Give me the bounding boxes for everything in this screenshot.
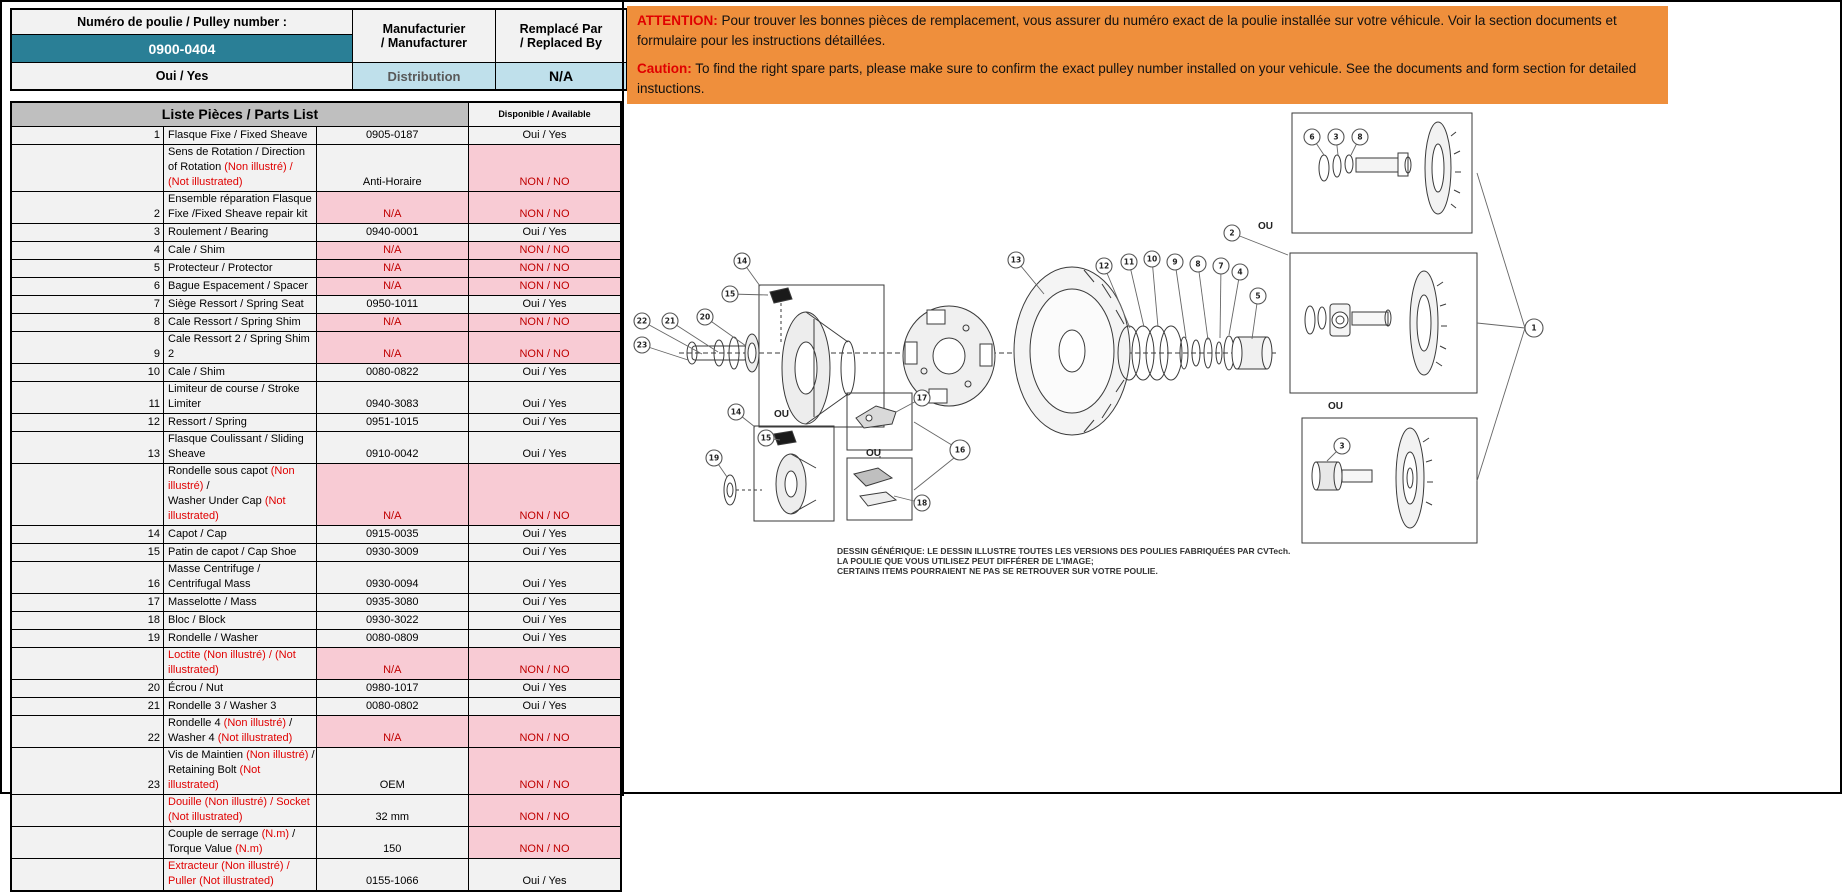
item-description: Siège Ressort / Spring Seat [164,296,317,314]
availability: Oui / Yes [469,364,622,382]
item-number: 15 [11,544,164,562]
availability: NON / NO [469,145,622,192]
table-row [11,648,621,680]
part-number: N/A [316,242,469,260]
parts-list-table [10,101,622,892]
svg-text:17: 17 [916,393,928,403]
item-description: Patin de capot / Cap Shoe [164,544,317,562]
item-number: 11 [11,382,164,414]
svg-text:14: 14 [730,407,742,417]
attention-box [627,6,1668,104]
part-number: 0940-3083 [316,382,469,414]
svg-text:7: 7 [1218,261,1224,271]
table-row [11,296,621,314]
availability: NON / NO [469,648,622,680]
table-row [11,382,621,414]
table-row [11,260,621,278]
item-description: Rondelle / Washer [164,630,317,648]
availability: NON / NO [469,192,622,224]
item-description: Rondelle 4 (Non illustré) / Washer 4 (Not illustrated) [164,716,317,748]
availability: Oui / Yes [469,630,622,648]
availability: Oui / Yes [469,562,622,594]
item-number: 2 [11,192,164,224]
availability: NON / NO [469,278,622,296]
attention-en-text: To find the right spare parts, please make sure to confirm the exact pulley number installed on your vehicule. See the documents and form section for detailed instuctions. [637,60,1637,96]
part-number: N/A [316,314,469,332]
item-number: 18 [11,612,164,630]
table-row [11,680,621,698]
item-number: 9 [11,332,164,364]
item-description: Couple de serrage (N.m) / Torque Value (N.m) [164,827,317,859]
ou-label: OU [866,448,881,459]
svg-text:8: 8 [1357,132,1363,142]
item-number [11,648,164,680]
table-row [11,827,621,859]
part-number: N/A [316,260,469,278]
item-number: 4 [11,242,164,260]
availability: Oui / Yes [469,526,622,544]
part-number: 0080-0822 [316,364,469,382]
svg-text:1: 1 [1531,323,1537,333]
table-row [11,432,621,464]
item-description: Écrou / Nut [164,680,317,698]
table-row [11,716,621,748]
part-number: 0940-0001 [316,224,469,242]
svg-text:8: 8 [1195,259,1201,269]
part-number: 32 mm [316,795,469,827]
generic-drawing-note: DESSIN GÉNÉRIQUE: LE DESSIN ILLUSTRE TOUTES LES VERSIONS DES POULIES FABRIQUÉES PAR CVTech. [837,546,1291,556]
table-row [11,364,621,382]
svg-text:4: 4 [1237,267,1243,277]
item-number: 7 [11,296,164,314]
availability: Oui / Yes [469,698,622,716]
pulley-available-value: Oui / Yes [11,63,353,91]
svg-text:21: 21 [664,316,676,326]
item-number: 17 [11,594,164,612]
item-number: 22 [11,716,164,748]
item-number: 1 [11,127,164,145]
pulley-number-value: 0900-0404 [11,35,353,63]
item-number: 5 [11,260,164,278]
table-row [11,795,621,827]
part-number: 0930-0094 [316,562,469,594]
generic-drawing-note: CERTAINS ITEMS POURRAIENT NE PAS SE RETROUVER SUR VOTRE POULIE. [837,566,1158,576]
table-row [11,562,621,594]
item-description: Rondelle sous capot (Non illustré) / Washer Under Cap (Not illustrated) [164,464,317,526]
availability: NON / NO [469,314,622,332]
part-number: 0905-0187 [316,127,469,145]
item-description: Cale / Shim [164,364,317,382]
availability: NON / NO [469,242,622,260]
item-number: 14 [11,526,164,544]
part-number: 0080-0809 [316,630,469,648]
availability: Oui / Yes [469,544,622,562]
part-number: 0950-1011 [316,296,469,314]
item-number: 10 [11,364,164,382]
svg-text:19: 19 [708,453,720,463]
svg-text:23: 23 [636,340,648,350]
item-number: 6 [11,278,164,296]
item-number: 12 [11,414,164,432]
item-description: Vis de Maintien (Non illustré) / Retaining Bolt (Not illustrated) [164,748,317,795]
availability: Oui / Yes [469,296,622,314]
item-description: Roulement / Bearing [164,224,317,242]
item-number [11,795,164,827]
replaced-by-label: Remplacé Par / Replaced By [496,9,628,63]
item-description: Bloc / Block [164,612,317,630]
part-number: 0930-3022 [316,612,469,630]
availability: NON / NO [469,332,622,364]
part-number: 0935-3080 [316,594,469,612]
table-row [11,464,621,526]
part-number: 0155-1066 [316,859,469,892]
table-row [11,127,621,145]
availability: Oui / Yes [469,382,622,414]
attention-en [637,59,1658,99]
table-row [11,594,621,612]
item-number: 13 [11,432,164,464]
item-description: Sens de Rotation / Direction of Rotation (Non illustré) / (Not illustrated) [164,145,317,192]
availability: Oui / Yes [469,859,622,892]
svg-text:15: 15 [724,289,736,299]
item-description: Extracteur (Non illustré) / Puller (Not illustrated) [164,859,317,892]
availability: NON / NO [469,748,622,795]
svg-text:15: 15 [760,433,772,443]
item-description: Capot / Cap [164,526,317,544]
table-row [11,242,621,260]
svg-text:20: 20 [699,312,711,322]
svg-text:3: 3 [1339,441,1345,451]
item-number: 23 [11,748,164,795]
table-row [11,748,621,795]
table-row [11,612,621,630]
svg-text:2: 2 [1229,228,1235,238]
item-number: 20 [11,680,164,698]
part-number: 0930-3009 [316,544,469,562]
svg-text:22: 22 [636,316,648,326]
table-row [11,630,621,648]
part-number: 0080-0802 [316,698,469,716]
part-number: N/A [316,464,469,526]
item-description: Douille (Non illustré) / Socket (Not illustrated) [164,795,317,827]
attention-fr-label: ATTENTION: [637,13,718,28]
availability: NON / NO [469,464,622,526]
svg-text:12: 12 [1098,261,1110,271]
exploded-diagram [624,106,1842,794]
item-description: Loctite (Non illustré) / (Not illustrated) [164,648,317,680]
pulley-header-table [10,8,628,91]
item-description: Flasque Fixe / Fixed Sheave [164,127,317,145]
table-row [11,414,621,432]
table-row [11,526,621,544]
part-number: Anti-Horaire [316,145,469,192]
ou-label: OU [774,409,789,420]
replaced-by-value: N/A [496,63,628,91]
part-number: 0910-0042 [316,432,469,464]
availability: NON / NO [469,827,622,859]
table-row [11,224,621,242]
item-description: Flasque Coulissant / Sliding Sheave [164,432,317,464]
parts-list-title: Liste Pièces / Parts List [11,102,469,127]
table-row [11,544,621,562]
part-number: 0980-1017 [316,680,469,698]
item-number: 16 [11,562,164,594]
part-number: N/A [316,192,469,224]
item-number: 19 [11,630,164,648]
svg-text:5: 5 [1255,291,1261,301]
table-row [11,192,621,224]
availability: Oui / Yes [469,127,622,145]
part-number: N/A [316,648,469,680]
item-description: Limiteur de course / Stroke Limiter [164,382,317,414]
svg-text:6: 6 [1309,132,1315,142]
item-description: Ensemble réparation Flasque Fixe /Fixed Sheave repair kit [164,192,317,224]
svg-text:3: 3 [1333,132,1339,142]
attention-fr [637,11,1658,51]
availability: Oui / Yes [469,414,622,432]
item-number [11,464,164,526]
table-row [11,698,621,716]
availability: Oui / Yes [469,680,622,698]
part-number: 150 [316,827,469,859]
item-number: 8 [11,314,164,332]
generic-drawing-note: LA POULIE QUE VOUS UTILISEZ PEUT DIFFÉRER DE L'IMAGE; [837,556,1094,566]
availability: Oui / Yes [469,612,622,630]
availability: Oui / Yes [469,594,622,612]
parts-table-header-row [11,102,621,127]
item-description: Cale Ressort 2 / Spring Shim 2 [164,332,317,364]
availability: Oui / Yes [469,224,622,242]
part-number: 0951-1015 [316,414,469,432]
item-description: Ressort / Spring [164,414,317,432]
item-number [11,827,164,859]
item-description: Cale Ressort / Spring Shim [164,314,317,332]
part-number: OEM [316,748,469,795]
ou-label: OU [1258,221,1273,232]
svg-text:16: 16 [954,445,966,455]
item-number: 21 [11,698,164,716]
item-description: Rondelle 3 / Washer 3 [164,698,317,716]
attention-fr-text: Pour trouver les bonnes pièces de remplacement, vous assurer du numéro exact de la poulie installée sur votre véhicule. Voir la section documents et formulaire pour les instructions détaillées. [637,13,1617,48]
availability: Oui / Yes [469,432,622,464]
svg-text:14: 14 [736,256,748,266]
parts-table-body [11,127,621,892]
available-column-header: Disponible / Available [469,102,622,127]
table-row [11,278,621,296]
attention-en-label: Caution: [637,60,692,76]
item-number [11,859,164,892]
part-number: 0915-0035 [316,526,469,544]
item-description: Cale / Shim [164,242,317,260]
item-number: 3 [11,224,164,242]
item-description: Protecteur / Protector [164,260,317,278]
svg-text:13: 13 [1010,255,1022,265]
ou-label: OU [1328,401,1343,412]
availability: NON / NO [469,795,622,827]
svg-text:18: 18 [916,498,928,508]
availability: NON / NO [469,260,622,278]
svg-text:9: 9 [1172,257,1178,267]
svg-text:11: 11 [1123,257,1135,267]
item-number [11,145,164,192]
part-number: N/A [316,278,469,296]
pulley-number-label: Numéro de poulie / Pulley number : [11,9,353,35]
item-description: Bague Espacement / Spacer [164,278,317,296]
svg-text:10: 10 [1146,254,1158,264]
availability: NON / NO [469,716,622,748]
part-number: N/A [316,716,469,748]
table-row [11,859,621,892]
item-description: Masse Centrifuge / Centrifugal Mass [164,562,317,594]
manufacturer-label: Manufacturier / Manufacturer [353,9,496,63]
item-description: Masselotte / Mass [164,594,317,612]
table-row [11,314,621,332]
table-row [11,145,621,192]
part-number: N/A [316,332,469,364]
manufacturer-value: Distribution [353,63,496,91]
table-row [11,332,621,364]
